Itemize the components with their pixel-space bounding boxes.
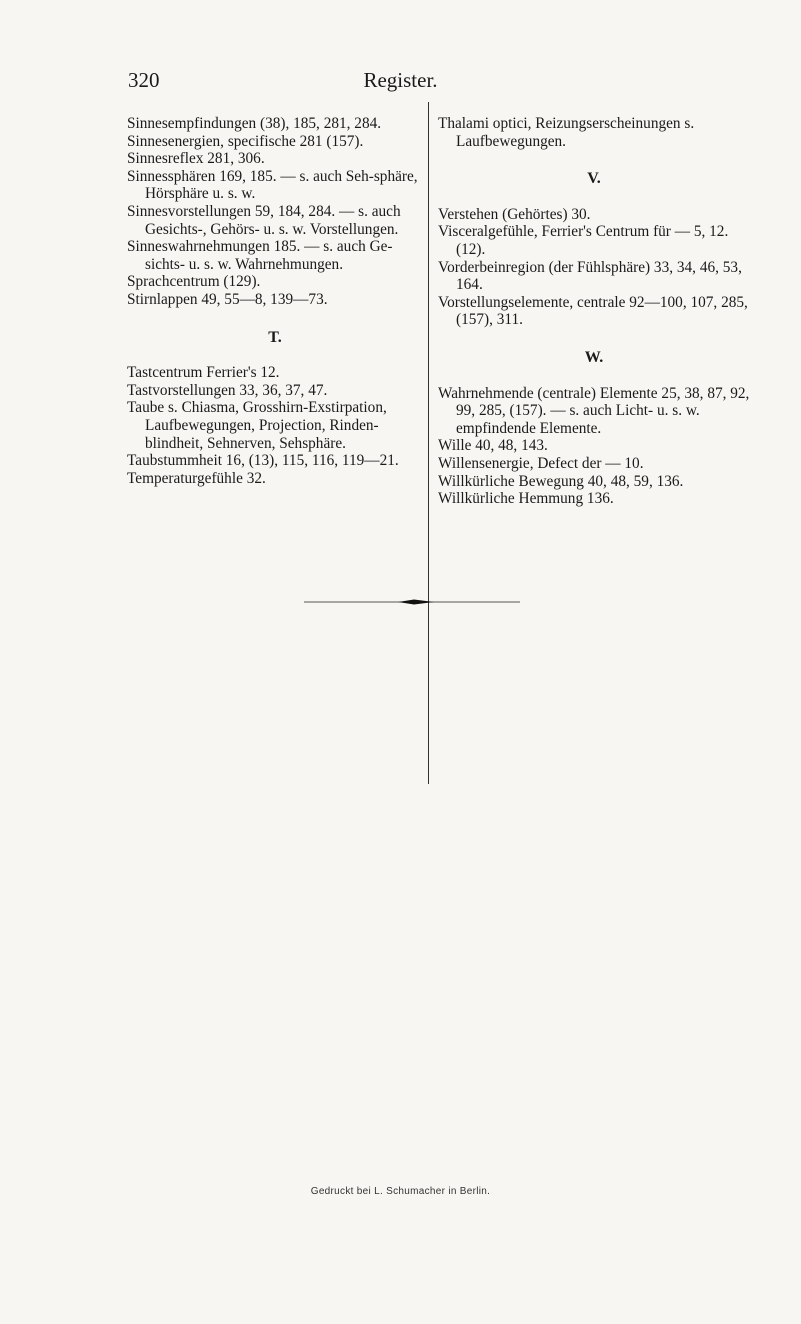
page-number: 320 — [128, 68, 160, 92]
right-column — [438, 115, 750, 508]
index-entry: Stirnlappen 49, 55—8, 139—73. — [127, 290, 328, 308]
index-entry: Wahrnehmende (centrale) Elemente 25, 38, 87, 92, 99, 285, (157). — s. auch Licht- u. s. w. empfindende Elemente. — [438, 384, 750, 437]
index-entry: Wille 40, 48, 143. — [438, 437, 548, 455]
index-entry: Sprachcentrum (129). — [127, 273, 261, 291]
printer-imprint: Gedruckt bei L. Schumacher in Berlin. — [310, 1186, 491, 1197]
index-entry: Taube s. Chiasma, Grosshirn-Exstirpation, Laufbewegungen, Projection, Rinden-blindheit, Sehnerven, Sehsphäre. — [127, 399, 387, 452]
index-entry: Sinneswahrnehmungen 185. — s. auch Ge-sichts- u. s. w. Wahrnehmungen. — [127, 238, 393, 273]
running-title: Register. — [363, 68, 438, 92]
index-entry: Sinnesempfindungen (38), 185, 281, 284. — [127, 115, 382, 132]
index-entry: Willensenergie, Defect der — 10. — [438, 454, 644, 472]
index-entry: Sinnesvorstellungen 59, 184, 284. — s. auch Gesichts-, Gehörs- u. s. w. Vorstellungen. — [127, 202, 401, 238]
index-entry: Temperaturgefühle 32. — [127, 469, 266, 487]
index-entry: Sinnesenergien, specifische 281 (157). — [127, 132, 364, 150]
index-entry: Taubstummheit 16, (13), 115, 116, 119—21. — [127, 452, 399, 470]
index-entry: Sinnessphären 169, 185. — s. auch Seh-sphäre, Hörsphäre u. s. w. — [127, 167, 418, 203]
index-entry: Thalami optici, Reizungserscheinungen s. Laufbewegungen. — [438, 115, 695, 150]
section-letter-t: T. — [268, 328, 282, 346]
index-entry: Sinnesreflex 281, 306. — [127, 150, 265, 168]
index-entry: Visceralgefühle, Ferrier's Centrum für — 5, 12. (12). — [438, 223, 729, 258]
index-entry: Willkürliche Bewegung 40, 48, 59, 136. — [438, 472, 684, 490]
column-divider — [428, 102, 429, 784]
section-letter-v: V. — [587, 170, 601, 188]
index-entry: Tastcentrum Ferrier's 12. — [127, 364, 280, 382]
index-entry: Vorstellungselemente, centrale 92—100, 107, 285, (157), 311. — [438, 293, 748, 329]
end-ornament — [302, 596, 522, 608]
index-entry: Willkürliche Hemmung 136. — [438, 490, 614, 508]
index-entry: Tastvorstellungen 33, 36, 37, 47. — [127, 381, 328, 399]
left-column — [127, 115, 423, 487]
index-entry: Vorderbeinregion (der Fühlsphäre) 33, 34, 46, 53, 164. — [438, 258, 742, 294]
index-entry: Verstehen (Gehörtes) 30. — [438, 205, 591, 223]
section-letter-w: W. — [584, 348, 604, 366]
page-header — [0, 68, 801, 96]
